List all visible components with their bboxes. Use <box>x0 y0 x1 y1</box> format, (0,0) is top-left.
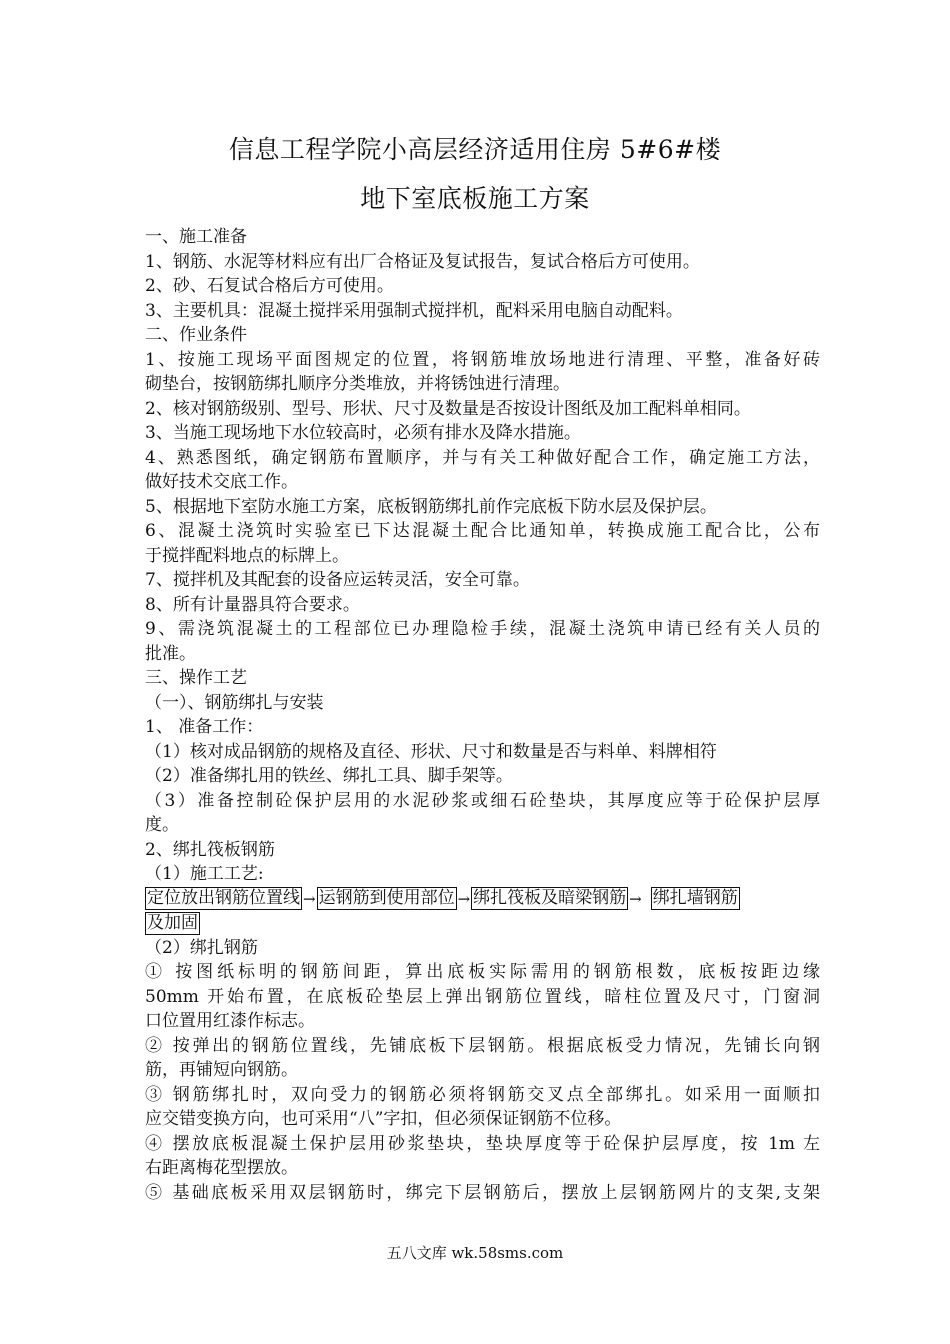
paragraph-line: 筋，再铺短向钢筋。 <box>145 1060 298 1080</box>
flow-step-3: 绑扎筏板及暗梁钢筋 <box>473 888 627 909</box>
paragraph-line: ② 按弹出的钢筋位置线，先铺底板下层钢筋。根据底板受力情况，先铺长向钢 <box>145 1035 820 1056</box>
section-heading: 三、操作工艺 <box>145 668 247 688</box>
flow-step-4-continued: 及加固 <box>147 912 198 933</box>
flow-arrow: → <box>629 889 642 908</box>
paragraph-line: 1、钢筋、水泥等材料应有出厂合格证及复试报告，复试合格后方可使用。 <box>145 251 700 272</box>
paragraph-line: 于搅拌配料地点的标牌上。 <box>145 545 349 566</box>
paragraph-line: 批准。 <box>145 643 196 664</box>
paragraph-line: 50mm 开始布置，在底板砼垫层上弹出钢筋位置线，暗柱位置及尺寸，门窗洞 <box>145 986 820 1007</box>
paragraph-line: 1、 准备工作： <box>145 717 264 737</box>
flow-step-2: 运钢筋到使用部位 <box>318 888 455 909</box>
paragraph-line: （3）准备控制砼保护层用的水泥砂浆或细石砼垫块，其厚度应等于砼保护层厚 <box>145 790 820 811</box>
paragraph-line: 2、核对钢筋级别、型号、形状、尺寸及数量是否按设计图纸及加工配料单相同。 <box>145 398 751 419</box>
paragraph-line: ① 按图纸标明的钢筋间距，算出底板实际需用的钢筋根数，底板按距边缘 <box>145 962 820 982</box>
paragraph-line: 7、搅拌机及其配套的设备应运转灵活，安全可靠。 <box>145 570 530 590</box>
paragraph-line: 1、按施工现场平面图规定的位置，将钢筋堆放场地进行清理、平整，准备好砖 <box>145 349 820 370</box>
page-footer-watermark: 五八文库 wk.58sms.com <box>386 1244 564 1262</box>
paragraph-line: ④ 摆放底板混凝土保护层用砂浆垫块，垫块厚度等于砼保护层厚度，按 1m 左 <box>145 1133 820 1154</box>
document-body <box>145 225 820 1205</box>
paragraph-line: 砌垫台，按钢筋绑扎顺序分类堆放，并将锈蚀进行清理。 <box>145 374 570 394</box>
paragraph-line: 8、所有计量器具符合要求。 <box>145 594 360 615</box>
paragraph-line: ⑤ 基础底板采用双层钢筋时，绑完下层钢筋后，摆放上层钢筋网片的支架,支架 <box>145 1182 820 1203</box>
paragraph-line: 2、砂、石复试合格后方可使用。 <box>145 276 394 296</box>
flow-arrow: → <box>457 889 471 908</box>
paragraph-line: 4、熟悉图纸，确定钢筋布置顺序，并与有关工种做好配合工作，确定施工方法， <box>145 447 820 468</box>
paragraph-line: 2、绑扎筏板钢筋 <box>145 839 275 860</box>
document-title-line2: 地下室底板施工方案 <box>360 184 590 213</box>
flow-arrow: → <box>303 889 316 908</box>
paragraph-line: （1）核对成品钢筋的规格及直径、形状、尺寸和数量是否与料单、料牌相符 <box>145 741 717 762</box>
paragraph-line: 做好技术交底工作。 <box>145 472 298 492</box>
process-flow-continued <box>145 911 820 936</box>
document-title-line1: 信息工程学院小高层经济适用住房 5#6#楼 <box>228 135 722 164</box>
paragraph-line: 5、根据地下室防水施工方案，底板钢筋绑扎前作完底板下防水层及保护层。 <box>145 496 717 517</box>
paragraph-line: 3、主要机具：混凝土搅拌采用强制式搅拌机，配料采用电脑自动配料。 <box>145 300 683 321</box>
paragraph-line: （2）准备绑扎用的铁丝、绑扎工具、脚手架等。 <box>145 766 513 786</box>
paragraph-line: 度。 <box>145 815 179 835</box>
flow-step-4: 绑扎墙钢筋 <box>652 888 738 909</box>
paragraph-line: 9、需浇筑混凝土的工程部位已办理隐检手续，混凝土浇筑申请已经有关人员的 <box>145 619 820 639</box>
paragraph-line: （1）施工工艺: <box>145 864 264 884</box>
process-flow <box>145 887 820 912</box>
paragraph-line: 3、当施工现场地下水位较高时，必须有排水及降水措施。 <box>145 423 581 443</box>
paragraph-line: 6、混凝土浇筑时实验室已下达混凝土配合比通知单，转换成施工配合比，公布 <box>145 521 820 541</box>
subsection-heading: （2）绑扎钢筋 <box>145 937 258 958</box>
section-heading: 一、施工准备 <box>145 227 247 247</box>
section-heading: 二、作业条件 <box>145 325 247 345</box>
subsection-heading: （一）、钢筋绑扎与安装 <box>145 692 324 713</box>
paragraph-line: ③ 钢筋绑扎时，双向受力的钢筋必须将钢筋交叉点全部绑扎。如采用一面顺扣 <box>145 1084 820 1105</box>
paragraph-line: 右距离梅花型摆放。 <box>145 1158 298 1178</box>
paragraph-line: 口位置用红漆作标志。 <box>145 1011 315 1031</box>
flow-step-1: 定位放出钢筋位置线 <box>147 888 300 909</box>
paragraph-line: 应交错变换方向，也可采用“八”字扣，但必须保证钢筋不位移。 <box>145 1109 622 1129</box>
